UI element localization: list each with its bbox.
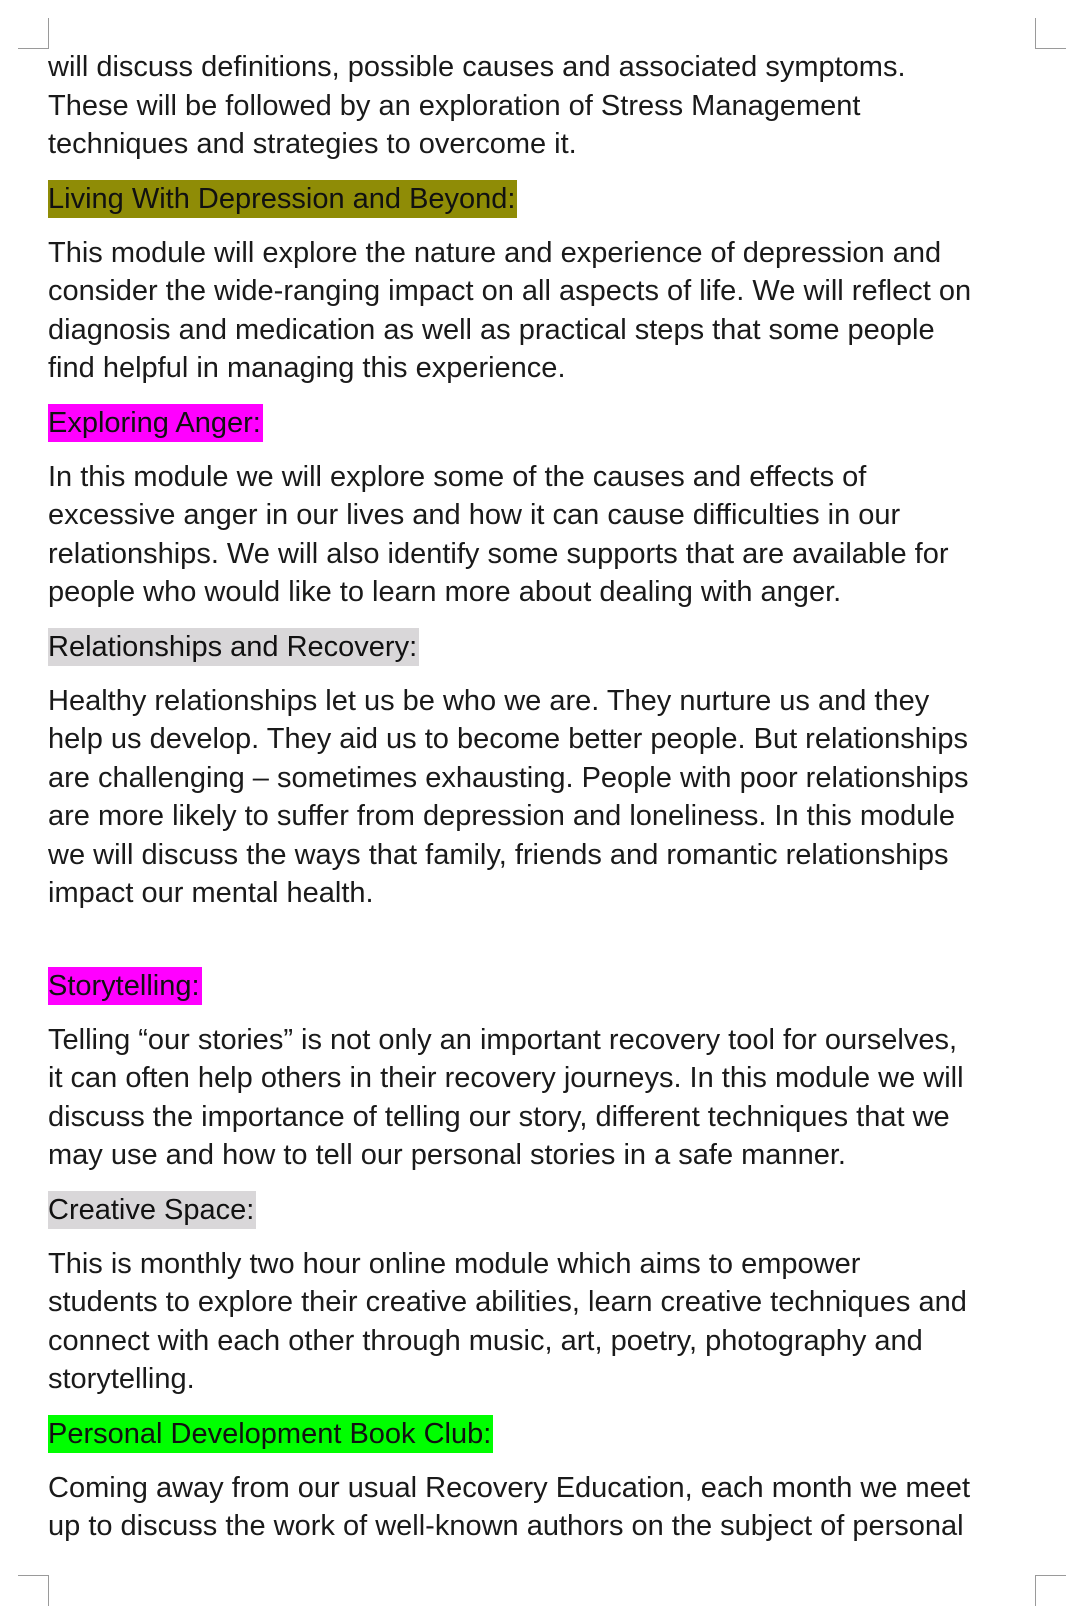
module-description-living-with-depression[interactable]: This module will explore the nature and experience of depression and consider the wide-ranging impact on all aspects of life. We will reflect on diagnosis and medication as well as practical steps that some people find helpful in managing this experience.	[48, 236, 972, 384]
module-heading-row	[48, 967, 1048, 1005]
module-heading-row	[48, 180, 1048, 218]
module-description-exploring-anger[interactable]: In this module we will explore some of the causes and effects of excessive anger in our lives and how it can cause difficulties in our relationships. We will also identify some supports that are available for people who would like to learn more about dealing with anger.	[48, 460, 949, 608]
module-description-relationships-and-recovery[interactable]: Healthy relationships let us be who we are. They nurture us and they help us develop. They aid us to become better people. But relationships are challenging – sometimes exhausting. People with poor relationships are more likely to suffer from depression and loneliness. In this module we will discuss the ways that family, friends and romantic relationships impact our mental health.	[48, 684, 969, 909]
module-description-book-club[interactable]: Coming away from our usual Recovery Education, each month we meet up to discuss the work of well-known authors on the subject of personal	[48, 1471, 970, 1542]
module-heading-row	[48, 1415, 1048, 1453]
module-section	[48, 180, 1048, 388]
page-corner-mark-top-left	[18, 18, 49, 49]
module-section	[48, 1191, 1048, 1399]
page-corner-mark-bottom-left	[18, 1575, 49, 1606]
module-section	[48, 628, 1048, 913]
module-heading-row	[48, 628, 1048, 666]
module-heading-exploring-anger[interactable]: Exploring Anger:	[48, 404, 263, 442]
module-heading-living-with-depression[interactable]: Living With Depression and Beyond:	[48, 180, 517, 218]
module-heading-row	[48, 1191, 1048, 1229]
module-section	[48, 967, 1048, 1175]
page-corner-mark-bottom-right	[1035, 1575, 1066, 1606]
module-description-storytelling[interactable]: Telling “our stories” is not only an important recovery tool for ourselves, it can often help others in their recovery journeys. In this module we will discuss the importance of telling our story, different techniques that we may use and how to tell our personal stories in a safe manner.	[48, 1023, 964, 1171]
module-description-creative-space[interactable]: This is monthly two hour online module which aims to empower students to explore their creative abilities, learn creative techniques and connect with each other through music, art, poetry, photography and storytelling.	[48, 1247, 967, 1395]
module-heading-book-club[interactable]: Personal Development Book Club:	[48, 1415, 493, 1453]
module-section	[48, 1415, 1048, 1546]
module-section	[48, 404, 1048, 612]
module-heading-row	[48, 404, 1048, 442]
module-heading-creative-space[interactable]: Creative Space:	[48, 1191, 256, 1229]
intro-paragraph[interactable]: will discuss definitions, possible causes and associated symptoms. These will be followed by an exploration of Stress Management techniques and strategies to overcome it.	[48, 51, 906, 160]
module-heading-relationships-and-recovery[interactable]: Relationships and Recovery:	[48, 628, 419, 666]
page-corner-mark-top-right	[1035, 18, 1066, 49]
module-heading-storytelling[interactable]: Storytelling:	[48, 967, 202, 1005]
document-page	[48, 48, 1048, 1546]
